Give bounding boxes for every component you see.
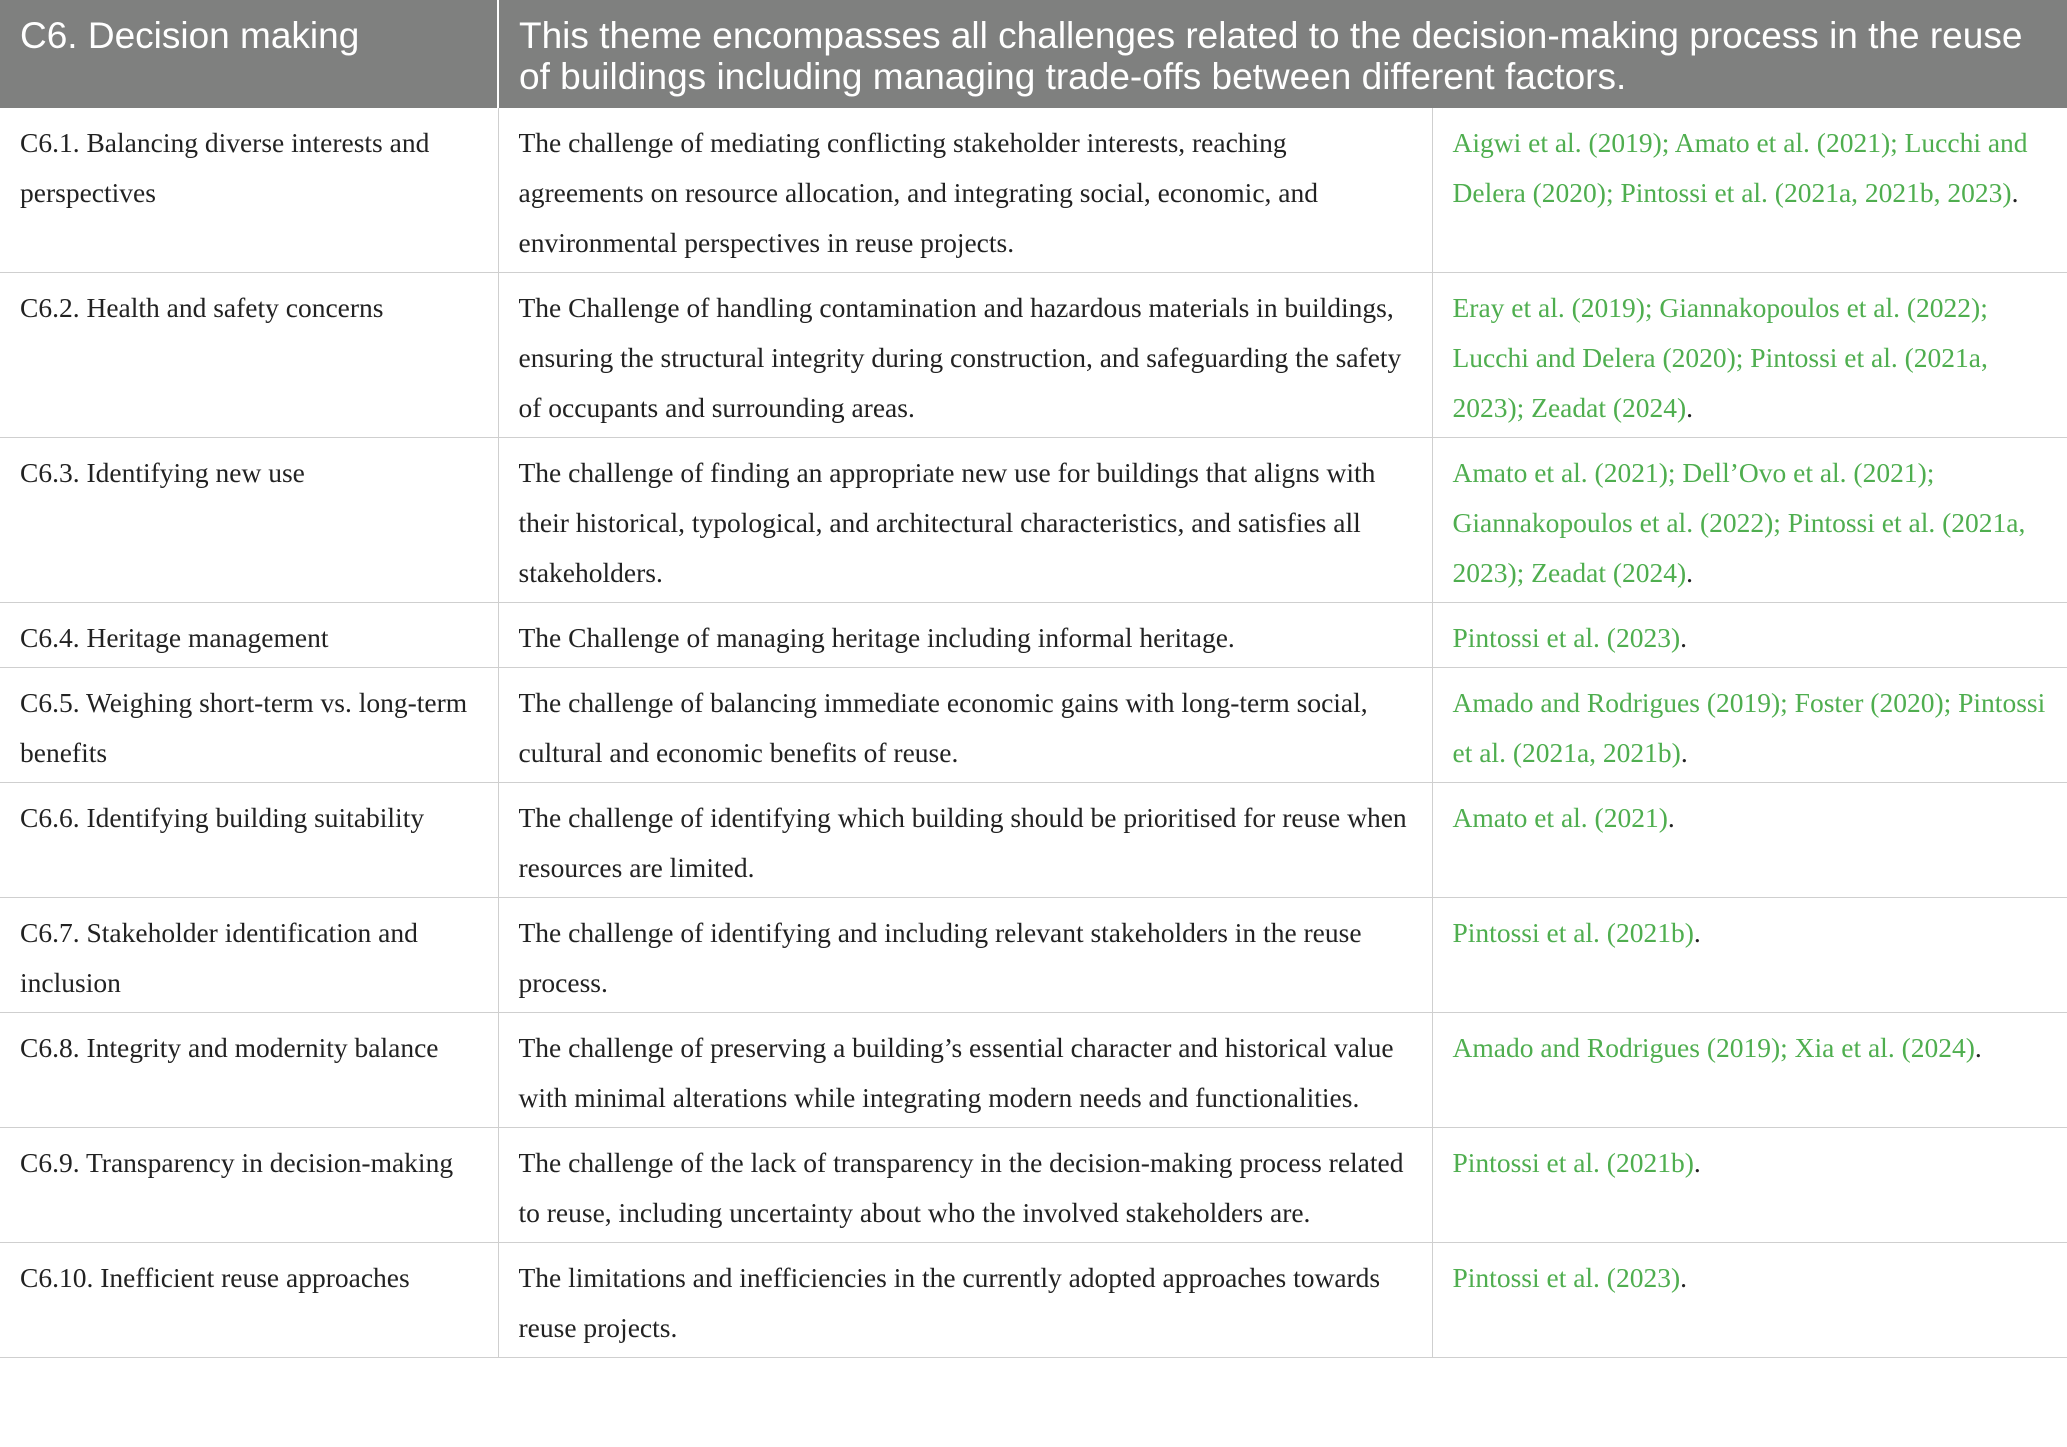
reference-links[interactable]: Aigwi et al. (2019); Amato et al. (2021); Lucchi and Delera (2020); Pintossi et al. (2021a, 2021b, 2023) bbox=[1452, 127, 2028, 208]
references-cell bbox=[1432, 1013, 2067, 1128]
references-cell bbox=[1432, 108, 2067, 273]
references-cell bbox=[1432, 273, 2067, 438]
challenge-code: C6.5. Weighing short-term vs. long-term benefits bbox=[0, 668, 498, 783]
challenge-description: The Challenge of handling contamination and hazardous materials in buildings, ensuring the structural integrity during construction, and safeguarding the safety of occupants and surrounding areas. bbox=[498, 273, 1432, 438]
challenge-code: C6.4. Heritage management bbox=[0, 603, 498, 668]
table-row bbox=[0, 273, 2067, 438]
table-row bbox=[0, 438, 2067, 603]
reference-end: . bbox=[2011, 177, 2019, 208]
challenge-description: The challenge of mediating conflicting stakeholder interests, reaching agreements on resource allocation, and integrating social, economic, and environmental perspectives in reuse projects. bbox=[498, 108, 1432, 273]
reference-end: . bbox=[1667, 802, 1675, 833]
reference-end: . bbox=[1693, 1147, 1701, 1178]
reference-end: . bbox=[1680, 1262, 1688, 1293]
theme-title: C6. Decision making bbox=[0, 0, 498, 108]
table-row bbox=[0, 1013, 2067, 1128]
reference-links[interactable]: Amato et al. (2021); Dell’Ovo et al. (2021); Giannakopoulos et al. (2022); Pintossi et al. (2021a, 2023); Zeadat (2024) bbox=[1452, 457, 2026, 588]
challenge-code: C6.10. Inefficient reuse approaches bbox=[0, 1243, 498, 1358]
challenge-code: C6.7. Stakeholder identification and inclusion bbox=[0, 898, 498, 1013]
challenge-code: C6.9. Transparency in decision-making bbox=[0, 1128, 498, 1243]
challenge-description: The challenge of identifying and including relevant stakeholders in the reuse process. bbox=[498, 898, 1432, 1013]
reference-end: . bbox=[1686, 557, 1694, 588]
table-row bbox=[0, 108, 2067, 273]
reference-links[interactable]: Amado and Rodrigues (2019); Xia et al. (2024) bbox=[1452, 1032, 1975, 1063]
table-row bbox=[0, 898, 2067, 1013]
challenge-code: C6.2. Health and safety concerns bbox=[0, 273, 498, 438]
reference-end: . bbox=[1693, 917, 1701, 948]
reference-end: . bbox=[1974, 1032, 1982, 1063]
challenge-description: The challenge of the lack of transparency in the decision-making process related to reuse, including uncertainty about who the involved stakeholders are. bbox=[498, 1128, 1432, 1243]
challenge-code: C6.1. Balancing diverse interests and perspectives bbox=[0, 108, 498, 273]
theme-description: This theme encompasses all challenges related to the decision-making process in the reuse of buildings including managing trade-offs between different factors. bbox=[498, 0, 2067, 108]
table-row bbox=[0, 668, 2067, 783]
reference-end: . bbox=[1680, 622, 1688, 653]
reference-links[interactable]: Eray et al. (2019); Giannakopoulos et al. (2022); Lucchi and Delera (2020); Pintossi et al. (2021a, 2023); Zeadat (2024) bbox=[1452, 292, 1988, 423]
references-cell bbox=[1432, 603, 2067, 668]
table-row bbox=[0, 1243, 2067, 1358]
challenge-description: The challenge of preserving a building’s essential character and historical value with minimal alterations while integrating modern needs and functionalities. bbox=[498, 1013, 1432, 1128]
reference-links[interactable]: Pintossi et al. (2023) bbox=[1452, 622, 1681, 653]
table-header-row bbox=[0, 0, 2067, 108]
table-row bbox=[0, 603, 2067, 668]
table-row bbox=[0, 783, 2067, 898]
references-cell bbox=[1432, 668, 2067, 783]
reference-links[interactable]: Pintossi et al. (2021b) bbox=[1452, 917, 1694, 948]
reference-links[interactable]: Pintossi et al. (2021b) bbox=[1452, 1147, 1694, 1178]
challenge-description: The challenge of balancing immediate economic gains with long-term social, cultural and economic benefits of reuse. bbox=[498, 668, 1432, 783]
references-cell bbox=[1432, 1128, 2067, 1243]
challenge-description: The limitations and inefficiencies in the currently adopted approaches towards reuse projects. bbox=[498, 1243, 1432, 1358]
table-row bbox=[0, 1128, 2067, 1243]
references-cell bbox=[1432, 438, 2067, 603]
references-cell bbox=[1432, 898, 2067, 1013]
references-cell bbox=[1432, 1243, 2067, 1358]
reference-links[interactable]: Amado and Rodrigues (2019); Foster (2020); Pintossi et al. (2021a, 2021b) bbox=[1452, 687, 2046, 768]
challenge-code: C6.6. Identifying building suitability bbox=[0, 783, 498, 898]
challenge-code: C6.3. Identifying new use bbox=[0, 438, 498, 603]
reference-links[interactable]: Pintossi et al. (2023) bbox=[1452, 1262, 1681, 1293]
challenge-description: The challenge of finding an appropriate new use for buildings that aligns with their historical, typological, and architectural characteristics, and satisfies all stakeholders. bbox=[498, 438, 1432, 603]
challenge-description: The challenge of identifying which building should be prioritised for reuse when resources are limited. bbox=[498, 783, 1432, 898]
challenge-description: The Challenge of managing heritage including informal heritage. bbox=[498, 603, 1432, 668]
reference-links[interactable]: Amato et al. (2021) bbox=[1452, 802, 1668, 833]
references-cell bbox=[1432, 783, 2067, 898]
reference-end: . bbox=[1680, 737, 1688, 768]
challenge-code: C6.8. Integrity and modernity balance bbox=[0, 1013, 498, 1128]
reference-end: . bbox=[1686, 392, 1694, 423]
